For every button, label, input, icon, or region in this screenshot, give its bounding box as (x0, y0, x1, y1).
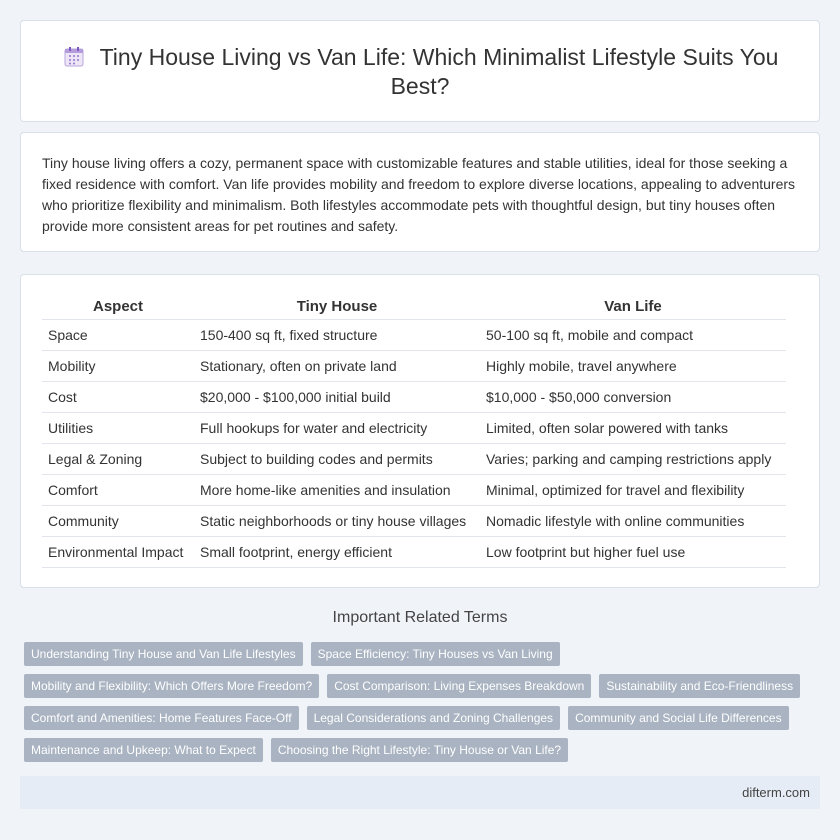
table-cell: Mobility (42, 350, 194, 381)
related-term-link[interactable]: Space Efficiency: Tiny Houses vs Van Living (311, 642, 560, 666)
related-term-link[interactable]: Maintenance and Upkeep: What to Expect (24, 738, 263, 762)
table-cell: Nomadic lifestyle with online communities (480, 505, 786, 536)
table-row (42, 381, 786, 412)
footer (20, 776, 820, 809)
related-term-link[interactable]: Community and Social Life Differences (568, 706, 789, 730)
table-row (42, 536, 786, 567)
column-header-tiny-house: Tiny House (194, 295, 480, 319)
related-term-link[interactable]: Legal Considerations and Zoning Challenges (307, 706, 561, 730)
comparison-card (20, 274, 820, 588)
intro-card (20, 132, 820, 252)
related-term-link[interactable]: Understanding Tiny House and Van Life Lifestyles (24, 642, 303, 666)
table-row (42, 350, 786, 381)
table-row (42, 474, 786, 505)
table-cell: Limited, often solar powered with tanks (480, 412, 786, 443)
footer-site-link[interactable]: difterm.com (742, 785, 810, 800)
table-cell: Subject to building codes and permits (194, 443, 480, 474)
table-cell: Cost (42, 381, 194, 412)
table-row (42, 319, 786, 350)
table-cell: Comfort (42, 474, 194, 505)
table-cell: 150-400 sq ft, fixed structure (194, 319, 480, 350)
table-row (42, 443, 786, 474)
column-header-van-life: Van Life (480, 295, 786, 319)
table-cell: Space (42, 319, 194, 350)
table-cell: Varies; parking and camping restrictions apply (480, 443, 786, 474)
tag-row (24, 642, 824, 666)
tag-row (24, 738, 824, 762)
page-title-wrap (61, 43, 779, 101)
column-header-aspect: Aspect (42, 295, 194, 319)
tag-row (24, 674, 824, 698)
table-cell: $20,000 - $100,000 initial build (194, 381, 480, 412)
table-cell: Stationary, often on private land (194, 350, 480, 381)
related-term-link[interactable]: Sustainability and Eco-Friendliness (599, 674, 800, 698)
intro-paragraph: Tiny house living offers a cozy, permanent space with customizable features and stable utilities, ideal for those seeking a fixed residence with comfort. Van life provides mobility and freedom to explore diverse locations, appealing to adventurers who prioritize flexibility and minimalism. Both lifestyles accommodate pets with thoughtful design, but tiny houses often provide more consistent areas for pet routines and safety. (42, 155, 796, 234)
calendar-icon (62, 45, 86, 69)
related-term-link[interactable]: Mobility and Flexibility: Which Offers More Freedom? (24, 674, 319, 698)
table-cell: Full hookups for water and electricity (194, 412, 480, 443)
table-cell: 50-100 sq ft, mobile and compact (480, 319, 786, 350)
title-card (20, 20, 820, 122)
table-cell: Minimal, optimized for travel and flexibility (480, 474, 786, 505)
table-cell: More home-like amenities and insulation (194, 474, 480, 505)
table-cell: Low footprint but higher fuel use (480, 536, 786, 567)
table-row (42, 412, 786, 443)
table-cell: Static neighborhoods or tiny house villages (194, 505, 480, 536)
table-cell: Environmental Impact (42, 536, 194, 567)
table-cell: $10,000 - $50,000 conversion (480, 381, 786, 412)
table-cell: Community (42, 505, 194, 536)
table-cell: Small footprint, energy efficient (194, 536, 480, 567)
table-cell: Utilities (42, 412, 194, 443)
tag-row (24, 706, 824, 730)
page-title: Tiny House Living vs Van Life: Which Minimalist Lifestyle Suits You Best? (99, 44, 779, 99)
comparison-table (42, 295, 786, 568)
related-terms-tags (24, 642, 824, 770)
related-term-link[interactable]: Comfort and Amenities: Home Features Face-Off (24, 706, 299, 730)
table-cell: Highly mobile, travel anywhere (480, 350, 786, 381)
table-cell: Legal & Zoning (42, 443, 194, 474)
related-terms-heading: Important Related Terms (332, 609, 508, 626)
table-header-row (42, 295, 786, 319)
related-term-link[interactable]: Choosing the Right Lifestyle: Tiny House or Van Life? (271, 738, 568, 762)
table-row (42, 505, 786, 536)
related-term-link[interactable]: Cost Comparison: Living Expenses Breakdown (327, 674, 591, 698)
